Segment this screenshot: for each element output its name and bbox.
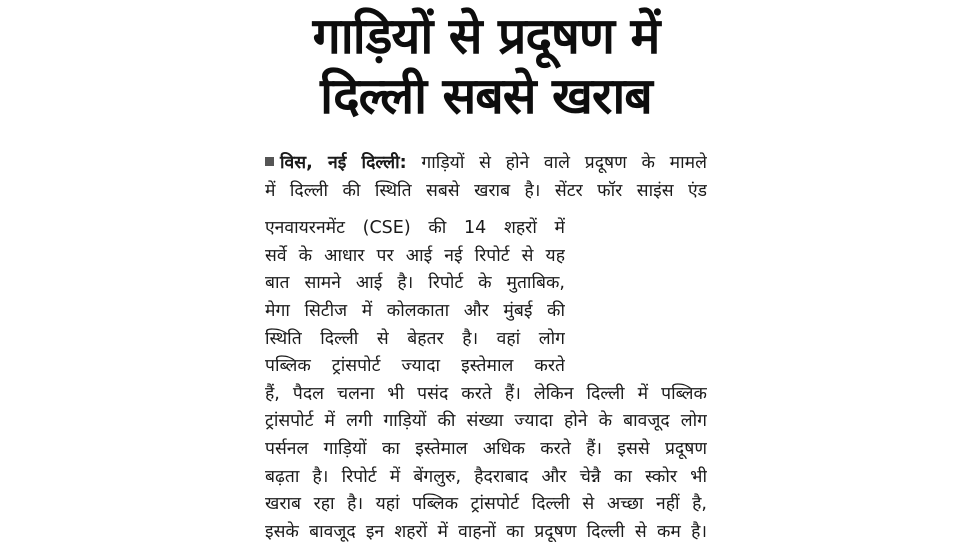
article-line: मेगा सिटीज में कोलकाता और मुंबई की [265,300,565,321]
article-line: बात सामने आई है। रिपोर्ट के मुताबिक, [265,273,565,294]
article-line: इसके बावजूद इन शहरों में वाहनों का प्रदूषण दिल्ली से कम है। [265,521,707,542]
article-line: खराब रहा है। यहां पब्लिक ट्रांसपोर्ट दिल्ली से अच्छा नहीं है, [265,494,707,515]
article-line: एनवायरनमेंट (CSE) की 14 शहरों में [265,218,565,239]
bullet-square-icon [265,157,274,166]
article-line [265,150,707,178]
dateline: विस, नई दिल्ली: [280,153,407,173]
news-clipping [255,0,717,545]
article-line: सर्वे के आधार पर आई नई रिपोर्ट से यह [265,245,565,266]
headline-line-1: गाड़ियों से प्रदूषण में [312,7,660,65]
article-body [265,150,707,546]
article-line: ट्रांसपोर्ट में लगी गाड़ियों की संख्या ज्यादा होने के बावजूद लोग [265,411,707,432]
article-line: पब्लिक ट्रांसपोर्ट ज्यादा इस्तेमाल करते [265,356,565,377]
article-line: में दिल्ली की स्थिति सबसे खराब है। सेंटर फॉर साइंस एंड [265,180,707,201]
headline [255,6,717,126]
article-line: हैं, पैदल चलना भी पसंद करते हैं। लेकिन दिल्ली में पब्लिक [265,383,707,404]
article-line: पर्सनल गाड़ियों का इस्तेमाल अधिक करते हैं। इससे प्रदूषण [265,438,707,459]
article-line: बढ़ता है। रिपोर्ट में बेंगलुरु, हैदराबाद और चेन्नै का स्कोर भी [265,466,707,487]
article-line: स्थिति दिल्ली से बेहतर है। वहां लोग [265,328,565,349]
article-line-text: गाड़ियों से होने वाले प्रदूषण के मामले [421,153,707,173]
headline-line-2: दिल्ली सबसे खराब [320,67,652,125]
